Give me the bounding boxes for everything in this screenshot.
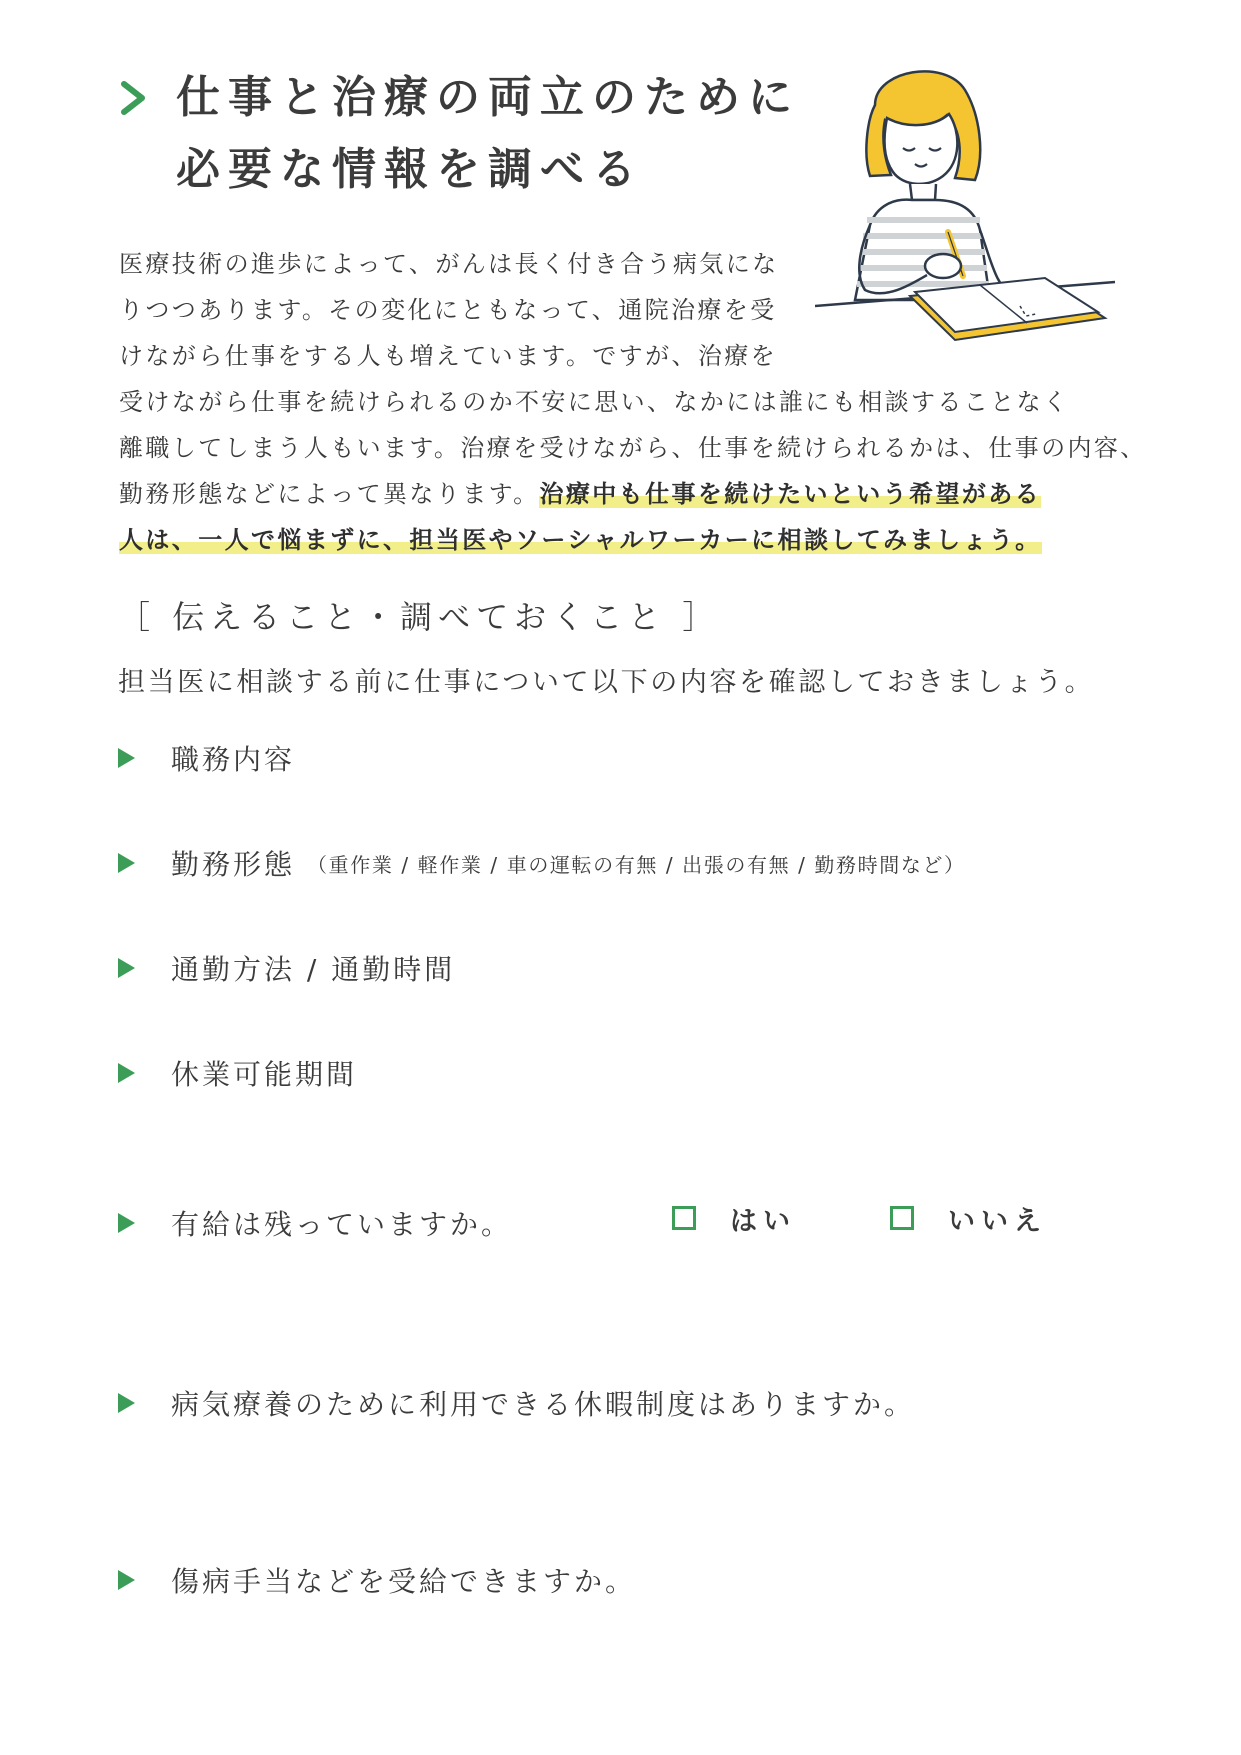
item-label: 有給は残っていますか。 [171, 1208, 513, 1241]
highlighted-text: 治療中も仕事を続けたいという希望がある [539, 480, 1042, 508]
chevron-right-icon [118, 78, 148, 118]
list-item [118, 1560, 636, 1600]
paragraph-line-5: 離職してしまう人もいます。治療を受けながら、仕事を続けられるかは、仕事の内容、 [119, 434, 1147, 462]
highlighted-text: 人は、一人で悩まずに、担当医やソーシャルワーカーに相談してみましょう。 [119, 526, 1042, 554]
paragraph-line-2: りつつあります。その変化にともなって、通院治療を受 [119, 296, 777, 324]
triangle-right-icon [118, 853, 135, 873]
paragraph-line-6-text: 勤務形態などによって異なります。 [119, 480, 540, 508]
section-title: ［ 伝えること・調べておくこと ］ [118, 598, 721, 636]
item-label: 職務内容 [171, 743, 296, 776]
triangle-right-icon [118, 1393, 135, 1413]
list-item [118, 738, 295, 778]
no-checkbox-label: いいえ [948, 1206, 1047, 1237]
triangle-right-icon [118, 1570, 135, 1590]
page-title-line-1: 仕事と治療の両立のために [176, 72, 800, 123]
item-note: （重作業 / 軽作業 / 車の運転の有無 / 出張の有無 / 勤務時間など） [307, 852, 966, 877]
item-label: 病気療養のために利用できる休暇制度はありますか。 [171, 1388, 916, 1421]
woman-writing-illustration [815, 60, 1135, 350]
item-label: 勤務形態 [171, 848, 296, 881]
paragraph-line-4: 受けながら仕事を続けられるのか不安に思い、なかには誰にも相談することなく [119, 388, 1070, 416]
triangle-right-icon [118, 1213, 135, 1233]
triangle-right-icon [118, 748, 135, 768]
item-label: 休業可能期間 [171, 1058, 358, 1091]
no-checkbox[interactable] [890, 1206, 914, 1230]
yes-checkbox[interactable] [672, 1206, 696, 1230]
paragraph-line-1: 医療技術の進歩によって、がんは長く付き合う病気にな [119, 250, 779, 278]
paragraph-line-3: けながら仕事をする人も増えています。ですが、治療を [119, 342, 778, 370]
list-item [118, 1053, 357, 1093]
page-title [176, 62, 800, 206]
page-title-line-2: 必要な情報を調べる [176, 144, 644, 195]
list-item [118, 843, 966, 883]
list-item [118, 1383, 915, 1423]
triangle-right-icon [118, 958, 135, 978]
paragraph-line-7 [119, 517, 1042, 563]
yes-checkbox-label: はい [730, 1206, 796, 1237]
triangle-right-icon [118, 1063, 135, 1083]
paragraph-line-6 [119, 471, 1041, 517]
item-label: 傷病手当などを受給できますか。 [171, 1565, 637, 1598]
item-label: 通勤方法 / 通勤時間 [171, 953, 456, 986]
list-item [118, 948, 455, 988]
list-item [118, 1203, 512, 1243]
section-intro: 担当医に相談する前に仕事について以下の内容を確認しておきましょう。 [118, 667, 1095, 698]
